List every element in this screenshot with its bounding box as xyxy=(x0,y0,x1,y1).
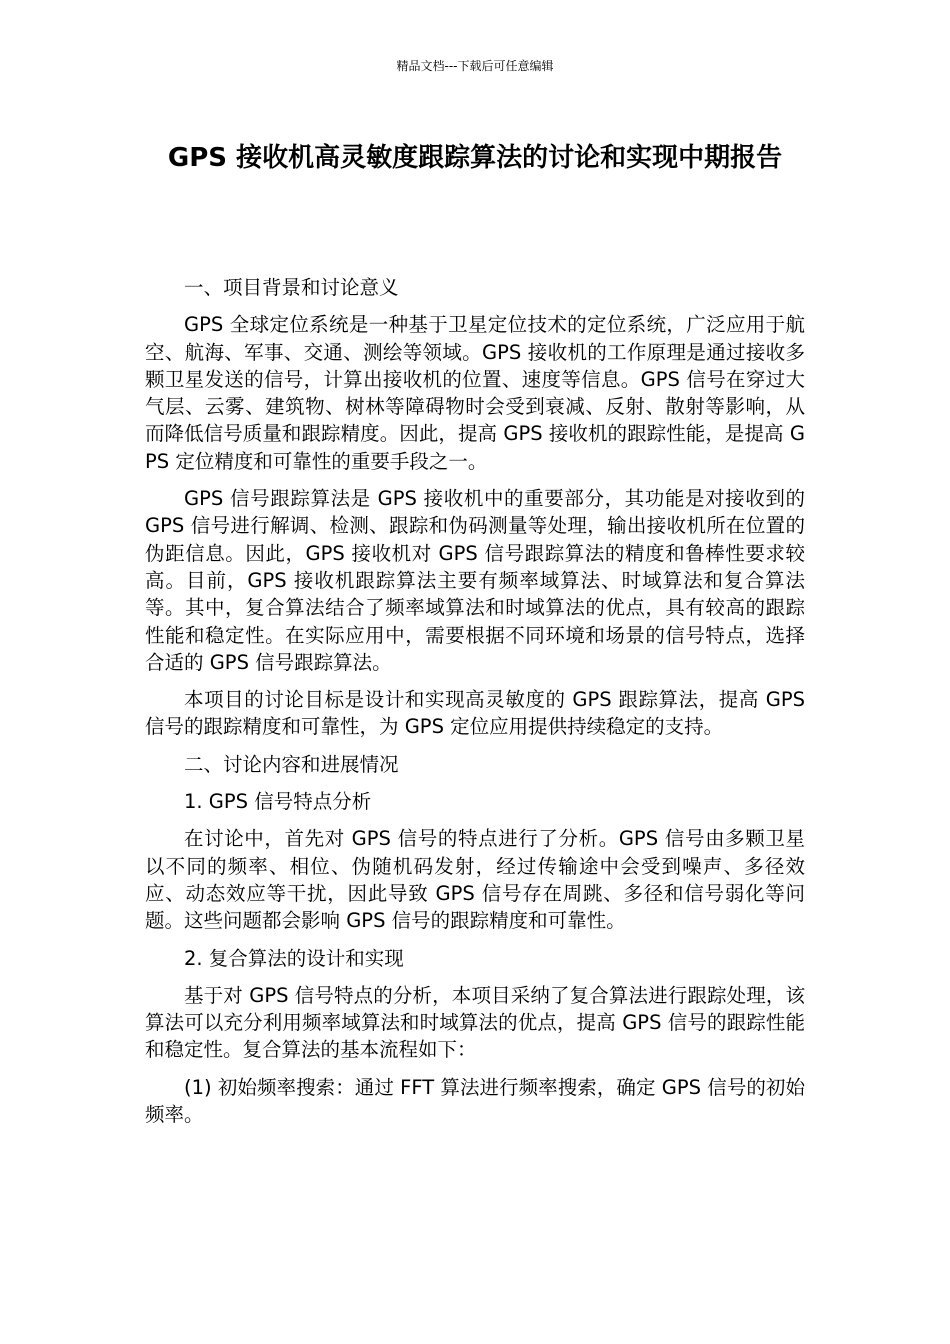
subsection-2-heading: 2. 复合算法的设计和实现 xyxy=(184,946,404,970)
document-body xyxy=(145,274,805,1138)
subsection-2-paragraph: 基于对 GPS 信号特点的分析，本项目采纳了复合算法进行跟踪处理，该算法可以充分利用频率域算法和时域算法的优点，提高 GPS 信号的跟踪性能和稳定性。复合算法的基本流程如下： xyxy=(145,983,805,1062)
algorithm-step-1: (1) 初始频率搜索：通过 FFT 算法进行频率搜索，确定 GPS 信号的初始频率。 xyxy=(145,1075,805,1127)
section-1-paragraph-2: GPS 信号跟踪算法是 GPS 接收机中的重要部分，其功能是对接收到的 GPS 信号进行解调、检测、跟踪和伪码测量等处理，输出接收机所在位置的伪距信息。因此，GPS 接收机对 GPS 信号跟踪算法的精度和鲁棒性要求较高。目前，GPS 接收机跟踪算法主要有频率域算法、时域算法和复合算法等。其中，复合算法结合了频率域算法和时域算法的优点，具有较高的跟踪性能和稳定性。在实际应用中，需要根据不同环境和场景的信号特点，选择合适的 GPS 信号跟踪算法。 xyxy=(145,487,805,674)
section-1-paragraph-3: 本项目的讨论目标是设计和实现高灵敏度的 GPS 跟踪算法，提高 GPS 信号的跟踪精度和可靠性，为 GPS 定位应用提供持续稳定的支持。 xyxy=(145,688,805,739)
section-2-heading: 二、讨论内容和进展情况 xyxy=(184,752,399,776)
header-note: 精品文档---下载后可任意编辑 xyxy=(396,59,554,73)
subsection-1-heading: 1. GPS 信号特点分析 xyxy=(184,790,372,814)
subsection-1-paragraph: 在讨论中，首先对 GPS 信号的特点进行了分析。GPS 信号由多颗卫星以不同的频率、相位、伪随机码发射，经过传输途中会受到噪声、多径效应、动态效应等干扰，因此导致 GPS 信号存在周跳、多径和信号弱化等问题。这些问题都会影响 GPS 信号的跟踪精度和可靠性。 xyxy=(145,827,805,933)
section-1-heading: 一、项目背景和讨论意义 xyxy=(184,276,399,299)
section-1-paragraph-1: GPS 全球定位系统是一种基于卫星定位技术的定位系统，广泛应用于航空、航海、军事、交通、测绘等领域。GPS 接收机的工作原理是通过接收多颗卫星发送的信号，计算出接收机的位置、速度等信息。GPS 信号在穿过大气层、云雾、建筑物、树林等障碍物时会受到衰减、反射、散射等影响，从而降低信号质量和跟踪精度。因此，提高 GPS 接收机的跟踪性能，是提高 GPS 定位精度和可靠性的重要手段之一。 xyxy=(145,313,805,473)
document-title: GPS 接收机高灵敏度跟踪算法的讨论和实现中期报告 xyxy=(167,143,783,173)
